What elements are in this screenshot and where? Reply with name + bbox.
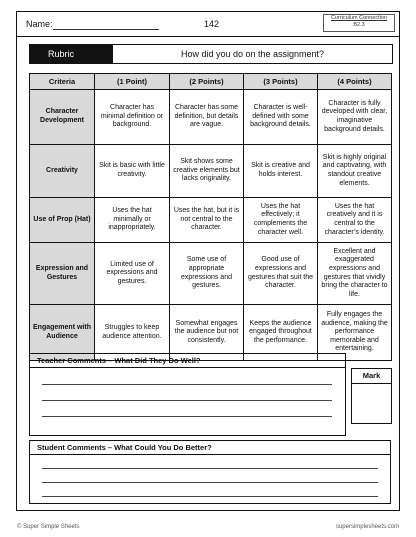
- rubric-cell: Skit is basic with little creativity.: [95, 145, 170, 198]
- rubric-cell: Some use of appropriate expressions and gestures.: [170, 243, 244, 305]
- student-comment-line[interactable]: [42, 468, 378, 469]
- page-number: 142: [204, 19, 220, 29]
- rubric-table: [29, 73, 392, 361]
- table-header-row: [30, 74, 392, 90]
- rubric-cell: Struggles to keep audience attention.: [95, 305, 170, 361]
- rubric-cell: Character is well-defined with some background details.: [244, 90, 318, 145]
- criteria-cell: Creativity: [30, 145, 95, 198]
- rubric-banner: [29, 44, 393, 64]
- rubric-cell: Character has minimal definition or background.: [95, 90, 170, 145]
- curriculum-connection-box: [323, 14, 395, 32]
- column-header: (3 Points): [244, 74, 318, 90]
- rubric-cell: Skit is highly original and captivating, with standout creative elements.: [318, 145, 392, 198]
- table-row: [30, 198, 392, 243]
- rubric-cell: Excellent and exaggerated expressions and gestures that vividly bring the character to life.: [318, 243, 392, 305]
- banner-question: How did you do on the assignment?: [180, 49, 325, 59]
- footer-website[interactable]: supersimplesheets.com: [335, 524, 399, 530]
- student-comment-line[interactable]: [42, 496, 378, 497]
- rubric-cell: Skit shows some creative elements but lacks originality.: [170, 145, 244, 198]
- column-header: (1 Point): [95, 74, 170, 90]
- rubric-cell: Somewhat engages the audience but not consistently.: [170, 305, 244, 361]
- mark-title: Mark: [352, 369, 391, 384]
- rubric-cell: Fully engages the audience, making the performance memorable and entertaining.: [318, 305, 392, 361]
- teacher-comments-box: [29, 353, 346, 436]
- table-row: [30, 243, 392, 305]
- table-row: [30, 90, 392, 145]
- criteria-cell: Engagement with Audience: [30, 305, 95, 361]
- curriculum-connection-title: Curriculum Connection: [331, 15, 387, 21]
- footer-copyright: © Super Simple Sheets: [17, 524, 80, 530]
- rubric-cell: Character has some definition, but details are vague.: [170, 90, 244, 145]
- header: [17, 12, 399, 37]
- teacher-comment-line[interactable]: [42, 384, 332, 385]
- column-header: (2 Points): [170, 74, 244, 90]
- rubric-cell: Good use of expressions and gestures that suit the character.: [244, 243, 318, 305]
- teacher-comment-line[interactable]: [42, 400, 332, 401]
- mark-box[interactable]: [351, 368, 392, 424]
- teacher-comments-title: Teacher Comments – What Did They Do Well?: [30, 354, 345, 368]
- rubric-cell: Skit is creative and holds interest.: [244, 145, 318, 198]
- name-field[interactable]: [53, 29, 159, 30]
- table-row: [30, 145, 392, 198]
- rubric-cell: Uses the hat, but it is not central to the character.: [170, 198, 244, 243]
- rubric-cell: Uses the hat effectively; it complements the character well.: [244, 198, 318, 243]
- criteria-cell: Use of Prop (Hat): [30, 198, 95, 243]
- rubric-cell: Uses the hat creatively and it is central to the character’s identity.: [318, 198, 392, 243]
- student-comments-title: Student Comments – What Could You Do Better?: [30, 441, 390, 455]
- rubric-cell: Uses the hat minimally or inappropriately.: [95, 198, 170, 243]
- rubric-cell: Limited use of expressions and gestures.: [95, 243, 170, 305]
- rubric-cell: Keeps the audience engaged throughout the performance.: [244, 305, 318, 361]
- rubric-label: Rubric: [30, 45, 113, 63]
- column-header: (4 Points): [318, 74, 392, 90]
- criteria-cell: Character Development: [30, 90, 95, 145]
- student-comment-line[interactable]: [42, 482, 378, 483]
- teacher-comment-line[interactable]: [42, 416, 332, 417]
- criteria-cell: Expression and Gestures: [30, 243, 95, 305]
- rubric-cell: Character is fully developed with clear, imaginative background details.: [318, 90, 392, 145]
- name-label: Name:: [26, 19, 53, 29]
- column-header: Criteria: [30, 74, 95, 90]
- curriculum-code: B2.3: [353, 22, 365, 28]
- student-comments-box: [29, 440, 391, 504]
- worksheet-page: [16, 11, 400, 511]
